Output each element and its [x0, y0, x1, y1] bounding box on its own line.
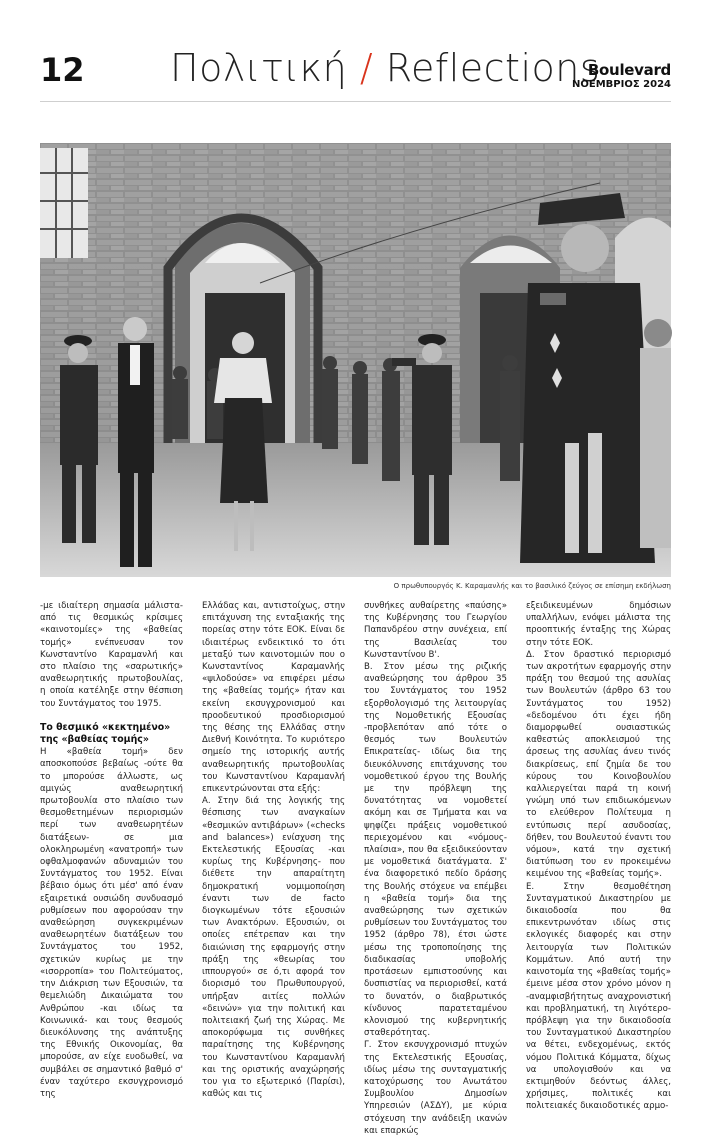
magazine-brand: [572, 62, 671, 91]
paragraph: συνθήκες αυθαίρετης «παύσης» της Κυβέρνησης του Γεωργίου Παπανδρέου στην συνέχεια, επί της Βασιλείας του Κωνσταντίνου Β'.: [364, 601, 507, 660]
paragraph: Η «βαθεία τομή» δεν αποσκοπούσε βεβαίως -ούτε θα το μπορούσε άλλωστε, ως αμιγώς αναθεωρητική πρωτοβουλία στο πλαίσιο των θεσμοθετημένων περιορισμών περί των αναθεωρητέων διατάξεων- σε μια ολοκληρωμένη «ανατροπή» των οφθαλμοφανών αδυναμιών του Συντάγματος του 1952. Είναι βέβαιο όμως ότι μέσ' από έναν εξαιρετικά ουσιώδη συνδυασμό ρυθμίσεων που αφορούσαν την αναθεώρηση συγκεκριμένων αναθεωρητέων διατάξεων του Συντάγματος του 1952, σχετικών κυρίως με την «ισορροπία» του Πολιτεύματος, την Διάκριση των Εξουσιών, τα θεμελιώδη Δικαιώματα του Ανθρώπου -και ιδίως τα Κοινωνικά- και τους θεσμούς διευκόλυνσης της ανάπτυξης της Εθνικής Οικονομίας, θα μπορούσε, αν είχε ευοδωθεί, να συμβάλει σε σημαντικό βαθμό σ' έναν ταχύτερο εκσυγχρονισμό της: [40, 747, 183, 1099]
photo-illustration: [40, 143, 671, 577]
paragraph: -με ιδιαίτερη σημασία μάλιστα- από τις θεσμικώς κρίσιμες «καινοτομίες» της «βαθείας τομής» ενέπνευσαν τον Κωνσταντίνο Καραμανλή και στο πλαίσιο της «σαρωτικής» αναθεωρητικής πρωτοβουλίας, η οποία κατέληξε στην θέσπιση του Συντάγματος του 1975.: [40, 601, 183, 709]
issue-date: ΝΟΕΜΒΡΙΟΣ 2024: [572, 79, 671, 90]
paragraph: Γ. Στον εκσυγχρονισμό πτυχών της Εκτελεστικής Εξουσίας, ιδίως μέσω της συνταγματικής κατοχύρωσης του Ανωτάτου Συμβουλίου Δημοσίων Υπηρεσιών (ΑΣΔΥ), με κύρια στόχευση την ανάδειξη ικανών και επαρκώς: [364, 1040, 507, 1136]
paragraph: Ελλάδας και, αντιστοίχως, στην επιτάχυνση της ενταξιακής της πορείας στην τότε ΕΟΚ. Είναι δε ιδιαιτέρως ενδεικτικό το ότι μεταξύ των καινοτομιών που ο Κωνσταντίνος Καραμανλής «ψιλοδούσε» να επιφέρει μέσω της «βαθείας τομής» ήταν και εκείνη εκσυγχρονισμού και προοδευτικού προσδιορισμού της θέσης της Ελλάδας στην Διεθνή Κοινότητα. Το κυριότερο σημείο της ιστορικής αυτής αναθεωρητικής πρωτοβουλίας του Κωνσταντίνου Καραμανλή επικεντρώνονται στα εξής:: [202, 601, 345, 795]
section-slash: /: [359, 46, 374, 90]
page-header: [0, 0, 711, 104]
paragraph: εξειδικευμένων δημόσιων υπαλλήλων, ενόψει μάλιστα της προοπτικής ένταξης της Χώρας στην τότε ΕΟΚ.: [526, 601, 671, 648]
paragraph: Δ. Στον δραστικό περιορισμό των ακροτήτων εφαρμογής στην πράξη του θεσμού της ασυλίας των Βουλευτών (άρθρο 63 του Συντάγματος του 1952) «δεδομένου ότι έχει ήδη διαμορφωθεί ουσιαστικώς καθεστώς αποκλεισμού της άρσεως της ασυλίας άνευ τινός διακρίσεως, επί ζημία δε του κύρους του Κοινοβουλίου καλλιεργείται παρά τη κοινή γνώμη υπό των επιδιωκόμενων το ελεύθερον Πολίτευμα η εντύπωσις περί ασυδοσίας, δήθεν, του Βουλευτού έναντι του νόμου», κατά την σχετική διατύπωση του εν προκειμένω κειμένου της «βαθείας τομής».: [526, 649, 671, 880]
article-subheading: Το θεσμικό «κεκτημένο» της «βαθείας τομής»: [40, 721, 171, 746]
archival-photo: [40, 143, 671, 577]
brand-name: Boulevard: [587, 61, 671, 79]
section-main-label: Πολιτική: [170, 46, 348, 90]
header-divider: [40, 101, 671, 102]
article-column-3: [364, 600, 507, 1136]
article-column-2: [202, 600, 345, 1100]
article-column-1: [40, 600, 183, 1099]
photo-caption: Ο πρωθυπουργός Κ. Καραμανλής και το βασιλικό ζεύγος σε επίσημη εκδήλωση: [393, 582, 671, 590]
paragraph: Α. Στην διά της λογικής της θέσπισης των αναγκαίων «θεσμικών αντιβάρων» («checks and balances») ενίσχυση της Εκτελεστικής Εξουσίας -και κυρίως της Κυβέρνησης- που διέθετε την απαραίτητη δημοκρατική νομιμοποίηση έναντι των de facto διογκωμένων τότε εξουσιών των Ανακτόρων. Εξουσιών, οι οποίες επέτρεπαν και την διαιώνιση της εφαρμογής στην πράξη της «θεωρίας του ιππουργού» σε ό,τι αφορά τον διορισμό του Πρωθυπουργού, υπήρξαν αιτίες πολλών «δεινών» για την πολιτική και πολιτειακή ζωή της Χώρας. Με αποκορύφωμα τις συνθήκες παραίτησης της Κυβέρνησης του Κωνσταντίνου Καραμανλή και της οριστικής αναχώρησής του για το εξωτερικό (Παρίσι), καθώς και τις: [202, 796, 345, 1100]
paragraph: Β. Στον μέσω της ριζικής αναθεώρησης του άρθρου 35 του Συντάγματος του 1952 εξορθολογισμό της λειτουργίας της Νομοθετικής Εξουσίας -προβλεπόταν από τότε ο θεσμός των Βουλευτών Επικρατείας- ιδίως δια της διευκόλυνσης επιτάχυνσης του νομοθετικού έργου της Βουλής με την πρόβλεψη της δυνατότητας να νομοθετεί ακόμη και σε Τμήματα και να ψηφίζει πράξεις νομοθετικού περιεχομένου και «νόμους-πλαίσια», που θα εξειδικεύονταν με νομοθετικά διατάγματα. Σ' ένα διαφορετικό πεδίο δράσης της Βουλής στόχευε να επέμβει η «βαθεία τομή» δια της αναθεώρησης των σχετικών ρυθμίσεων του Συντάγματος του 1952 (άρθρο 78), έτσι ώστε μέσω της τροποποίησης της διαδικασίας υποβολής προτάσεων εμπιστοσύνης και δυσπιστίας να περιορισθεί, κατά το δυνατόν, ο διαβρωτικός κίνδυνος παρατεταμένου κλονισμού της κυβερνητικής σταθερότητας.: [364, 662, 507, 1039]
article-column-4: [526, 600, 671, 1112]
section-sub-label: Reflections: [385, 46, 601, 90]
paragraph: Ε. Στην θεσμοθέτηση Συνταγματικού Δικαστηρίου με δικαιοδοσία που θα επικεντρωνόταν ιδίως στις εκλογικές διαφορές και στην λειτουργία των Πολιτικών Κομμάτων. Από αυτή την καινοτομία της «βαθείας τομής» έμεινε μέσα στον χρόνο μόνον η -αναμφισβήτητως αναχρονιστική και προβληματική, τη λιγότερο- πρόβλεψη για την δικαιοδοσία του Συνταγματικού Δικαστηρίου να θέτει, ενδεχομένως, εκτός νόμου Πολιτικά Κόμματα, δίχως να υπολογισθούν και να εκτιμηθούν δεόντως άλλες, χρήσιμες, πολιτικές και πολιτειακές δικαιοδοτικές αρμο-: [526, 881, 671, 1112]
section-title: [170, 46, 600, 90]
page-number: 12: [40, 51, 85, 89]
